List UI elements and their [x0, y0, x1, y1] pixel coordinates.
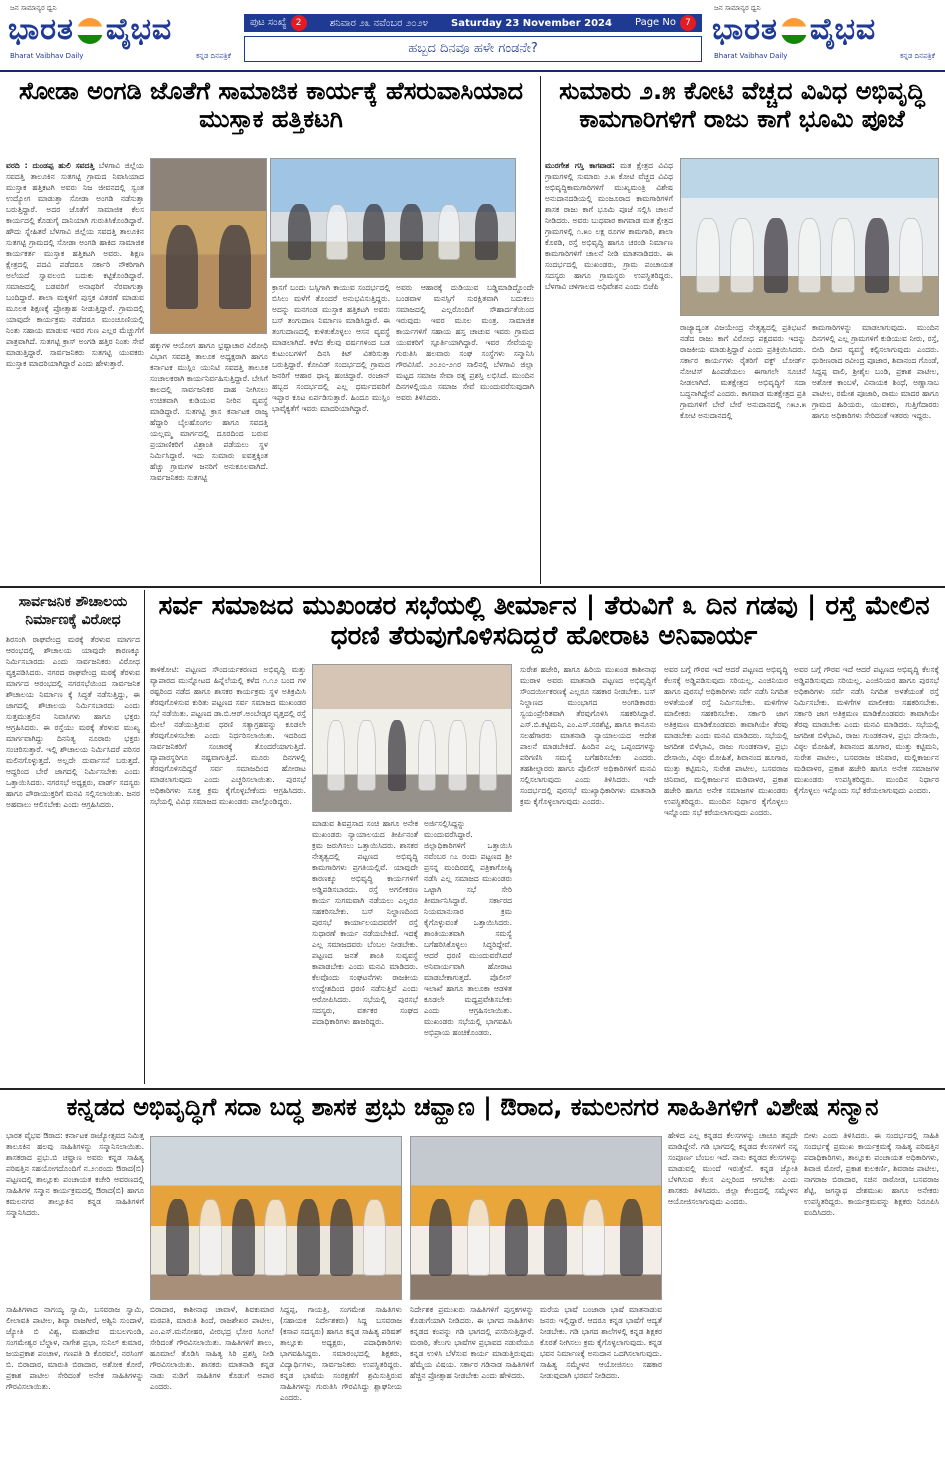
article-4-column-5: ಮರೆಯ ಭಾಷೆ ಬಂಜಾರಾ ಭಾಷೆ ಮಾತನಾಡುವ ಜನರು ಇಲ್ಲಿದ್ದಾರೆ. ಆದರೂ ಕನ್ನಡ ಭಾಷೆಗೆ ಆದ್ಯತೆ ನೀಡಬೇಕು. ಗಡಿ ಭಾಗದ ಶಾಲೆಗಳಲ್ಲಿ ಕನ್ನಡ ಶಿಕ್ಷಕರ ಕೊರತೆ ನೀಗಿಸಲು ಕ್ರಮ ಕೈಗೊಳ್ಳಲಾಗುವುದು. ಕನ್ನಡ ಭವನ ನಿರ್ಮಾಣಕ್ಕೆ ಅನುದಾನ ಒದಗಿಸಲಾಗುವುದು. ಸಾಹಿತ್ಯ ಸಮ್ಮೇಳನ ಆಯೋಜಿಸಲು ಸಹಕಾರ ನೀಡುವುದಾಗಿ ಭರವಸೆ ನೀಡಿದರು.	[540, 1305, 662, 1380]
article-3-column-6: ಅವರ ಬಗ್ಗೆ ಗೌರವ ಇದೆ ಆದರೆ ಪಟ್ಟಣದ ಅಭಿವೃದ್ಧಿ ಕೆಲಸಕ್ಕೆ ಅಡ್ಡಿಪಡಿಸುವುದು ಸರಿಯಲ್ಲ. ಎಂಜಿನಿಯರ ಹಾಗೂ ಪುರಸಭೆ ಅಧಿಕಾರಿಗಳು ಸರ್ವೆ ನಡೆಸಿ ನಿಗದಿತ ಅಳತೆಯಂತೆ ರಸ್ತೆ ನಿರ್ಮಿಸಬೇಕು. ಮಳಿಗೆಗಳ ಮಾಲೀಕರು ಸಹಕರಿಸಬೇಕು. ಸರ್ಕಾರಿ ಜಾಗ ಅತಿಕ್ರಮಣ ಮಾಡಿಕೊಂಡವರು ತಾವಾಗಿಯೇ ತೆರವು ಮಾಡಬೇಕು ಎಂದು ಮನವಿ ಮಾಡಿದರು. ಸಭೆಯಲ್ಲಿ ಜಗದೀಶ ಬಿಳೆಭಾವಿ, ರಾಜು ಗುಂಡಕನಾಳ, ಪ್ರಭು ದೇಸಾಯಿ, ವಿಠ್ಠಲ ಮೋಹಿತೆ, ಶಿವಾನಂದ ಹೂಗಾರ, ಮುತ್ತು ಕಟ್ಟಿಮನಿ, ಸುರೇಶ ಪಾಟೀಲ, ಬಸವರಾಜ ಚಿನಿವಾರ, ಮಲ್ಲಿಕಾರ್ಜುನ ಮಡಿವಾಳರ, ಪ್ರಕಾಶ ಹಜೇರಿ ಹಾಗೂ ಅನೇಕ ಸಮಾಜಗಳ ಮುಖಂಡರು ಉಪಸ್ಥಿತರಿದ್ದರು. ಮುಂದಿನ ನಿರ್ಧಾರ ಕೈಗೊಳ್ಳಲು ಇನ್ನೊಂದು ಸಭೆ ಕರೆಯಲಾಗುವುದು ಎಂದರು.	[794, 665, 939, 795]
masthead	[0, 0, 945, 72]
article-1-column-3: ಕ್ರಾಸಗೆ ಬಂದು ಬಸ್ಸಿಗಾಗಿ ಕಾಯುವ ಸಂದರ್ಭದಲ್ಲಿ ಬಿಸಿಲು ಮಳೆಗೆ ತೊಂದರೆ ಅನುಭವಿಸುತ್ತಿದ್ದರು. ಅದನ್ನು ಮನಗಂಡ ಮುಸ್ತಾಕ ಹತ್ತಿಕಟಗಿ ಅವರು ಬಸ್ ತಂಗುದಾಣ ನಿರ್ಮಾಣ ಮಾಡಿಸಿದ್ದಾರೆ. ಈ ತಂಗುದಾಣದಲ್ಲಿ ಕುಳಿತುಕೊಳ್ಳಲು ಆಸನ ವ್ಯವಸ್ಥೆ ಮಾಡಲಾಗಿದೆ. ಕಳೆದ ಕೆಲವು ವರ್ಷಗಳಿಂದ ಬಡ ಕುಟುಂಬಗಳಿಗೆ ದಿನಸಿ ಕಿಟ್ ವಿತರಿಸುತ್ತಾ ಬರುತ್ತಿದ್ದಾರೆ. ಕೋವಿಡ್ ಸಂದರ್ಭದಲ್ಲಿ ಗ್ರಾಮದ ಜನರಿಗೆ ಆಹಾರ ಧಾನ್ಯ ಹಂಚಿದ್ದಾರೆ. ರಂಜಾನ್ ಹಬ್ಬದ ಸಂದರ್ಭದಲ್ಲಿ ಎಲ್ಲ ಧರ್ಮದವರಿಗೆ ಇಫ್ತಾರ ಕೂಟ ಏರ್ಪಡಿಸುತ್ತಾರೆ. ಹಿಂದೂ ಮುಸ್ಲಿಂ ಭಾವೈಕ್ಯತೆಗೆ ಇವರು ಮಾದರಿಯಾಗಿದ್ದಾರೆ.	[272, 283, 390, 413]
issue-info-bar	[244, 14, 702, 32]
article-3-headline: ಸರ್ವ ಸಮಾಜದ ಮುಖಂಡರ ಸಭೆಯಲ್ಲಿ ತೀರ್ಮಾನ | ತೆರುವಿಗೆ ೩ ದಿನ ಗಡವು | ರಸ್ತೆ ಮೇಲಿನ ಧರಣಿ ತೆರುವುಗೊಳಿಸದಿದ್ದರೆ ಹೋರಾಟ ಅನಿವಾರ್ಯ	[158, 591, 930, 651]
brand-logo-left	[4, 4, 239, 70]
section-divider	[0, 1088, 945, 1090]
article-4-photo-felicitation-1	[150, 1136, 402, 1300]
section-divider	[0, 586, 945, 588]
article-4-column-intro: ಭಾರತ ವೈಭವ ಔರಾದ: ಕರ್ನಾಟಕ ರಾಜ್ಯೋತ್ಸವದ ನಿಮಿತ್ತ ತಾಲೂಕಿನ ಹಲವು ಸಾಹಿತಿಗಳನ್ನು ಸನ್ಮಾನಿಸಲಾಯಿತು. ಶಾಸಕರಾದ ಪ್ರಭು.ಬಿ ಚವ್ಹಾಣ ಅವರು ಕನ್ನಡ ಸಾಹಿತ್ಯ ಪರಿಷತ್ತಿನ ಸಹಯೋಗದೊಂದಿಗೆ ನ.೨೧ರಂದು ಔರಾದ(ಬಿ) ಪಟ್ಟಣದಲ್ಲಿ ತಾಲ್ಲೂಕು ಪಂಚಾಯತ ಕಚೇರಿ ಆವರಣದಲ್ಲಿ ಸಾಹಿತಿಗಳ ಸನ್ಮಾನ ಕಾರ್ಯಕ್ರಮದಲ್ಲಿ ಔರಾದ(ಬಿ) ಹಾಗೂ ಕಮಲನಗರ ತಾಲ್ಲೂಕಿನ ಕನ್ನಡ ಸಾಹಿತಿಗಳಿಗೆ ಸನ್ಮಾನಿಸಿದರು.	[6, 1131, 144, 1217]
article-3-column-2: ಮಾಡುವ ಶಿವಪ್ರಸಾದ ಸಂಚಿ ಹಾಗೂ ಅನೇಕ ಮುಖಂಡರು ನ್ಯಾಯಾಲಯದ ತೀರ್ಪಿನಂತೆ ಕ್ರಮ ಜರುಗಿಸಲು ಒತ್ತಾಯಿಸಿದರು. ಶಾಸಕರ ನೇತೃತ್ವದಲ್ಲಿ ಪಟ್ಟಣದ ಅಭಿವೃದ್ಧಿ ಕಾಮಗಾರಿಗಳು ಪ್ರಗತಿಯಲ್ಲಿವೆ. ಯಾವುದೇ ಕಾರಣಕ್ಕೂ ಅಭಿವೃದ್ಧಿ ಕಾರ್ಯಗಳಿಗೆ ಅಡ್ಡಿಪಡಿಸಬಾರದು. ರಸ್ತೆ ಅಗಲೀಕರಣ ಕಾರ್ಯ ಸುಗಮವಾಗಿ ನಡೆಯಲು ಎಲ್ಲರೂ ಸಹಕರಿಸಬೇಕು. ಬಸ್ ನಿಲ್ದಾಣದಿಂದ ಪುರಸಭೆ ಕಾರ್ಯಾಲಯದವರೆಗೆ ರಸ್ತೆ ಸುಧಾರಣೆ ಕಾರ್ಯ ನಡೆಯಬೇಕಿದೆ. ಇದಕ್ಕೆ ಎಲ್ಲ ಸಮಾಜದವರು ಬೆಂಬಲ ನೀಡಬೇಕು. ಪಟ್ಟಣದ ಜನತೆ ಶಾಂತಿ ಸುವ್ಯವಸ್ಥೆ ಕಾಪಾಡಬೇಕು ಎಂದು ಮನವಿ ಮಾಡಿದರು. ಕೆಲವೊಂದು ಸಂಘಟನೆಗಳು ರಾಜಕೀಯ ಉದ್ದೇಶದಿಂದ ಧರಣಿ ನಡೆಸುತ್ತಿವೆ ಎಂದು ಆರೋಪಿಸಿದರು. ಸಭೆಯಲ್ಲಿ ಪುರಸಭೆ ಸದಸ್ಯರು, ವರ್ತಕರ ಸಂಘದ ಪದಾಧಿಕಾರಿಗಳು ಹಾಜರಿದ್ದರು.	[312, 819, 418, 1026]
brand-tag: ಜನ ಸಾಮಾನ್ಯರ ಧ್ವನಿ	[714, 4, 761, 12]
brand-name-a: ಭಾರತ	[712, 12, 778, 47]
brand-logo-right	[708, 4, 943, 70]
article-3-photo-meeting	[312, 664, 512, 812]
column-divider	[540, 76, 541, 584]
article-4-column-1: ಸಾಹಿತಿಗಳಾದ ನಾಗಯ್ಯ ಸ್ವಾಮಿ, ಬಸವರಾಜ ಸ್ವಾಮಿ, ಲೀಲಾವತಿ ಪಾಟೀಲ, ಶಿವ್ಯಾ ರಾಜಗೀರೆ, ಅಶ್ವಿನಿ ಸುಂದಾಳೆ, ಜ್ಯೋತಿ ಬಿ ವಿಶ್ವ, ಮಹಾದೇವ ದುಬಲಗುಂಡಿ, ಸಂಗಮೇಶ್ವರ ಬೆಲ್ದಾಳ, ನಾಗೇಶ ಪ್ರಭಾ, ಸುನಿಲ್ ಕುಮಾರ, ಜಯಪ್ರಕಾಶ ಪಂಚಾಳ, ಗಣಪತಿ ಡಿ ಕೊರವಲೆ, ನರಸಿಂಗ್ ಬಿ. ಬಿರಾದಾರ, ಮಾರುತಿ ಬಿರಾದಾರ, ಅಶೋಕ ಕೋರೆ, ಪ್ರಕಾಶ ಪಾಟೀಲ ಸೇರಿದಂತೆ ಅನೇಕ ಸಾಹಿತಿಗಳನ್ನು ಗೌರವಿಸಲಾಯಿತು.	[6, 1305, 144, 1391]
article-4-column-6: ಹೇಳಿದ ಎಲ್ಲ ಕನ್ನಡದ ಕೆಲಸಗಳನ್ನು ಚಾಚೂ ತಪ್ಪದೇ ಮಾಡಿದ್ದೇನೆ. ಗಡಿ ಭಾಗದಲ್ಲಿ ಕನ್ನಡದ ಕೆಲಸಗಳಿಗೆ ನನ್ನ ಸಂಪೂರ್ಣ ಬೆಂಬಲ ಇದೆ. ನಾನು ಕನ್ನಡದ ಕೆಲಸಗಳನ್ನು ಮಾಡುವಲ್ಲಿ ಮುಂದೆ ಇರುತ್ತೇನೆ. ಕನ್ನಡ ಜ್ಯೋತಿ ಬೆಳಗಿಸುವ ಕೆಲಸ ಎಲ್ಲರಿಂದ ಆಗಬೇಕು ಎಂದು ಶಾಸಕರು ತಿಳಿಸಿದರು. ಜಿಲ್ಲಾ ಕೇಂದ್ರದಲ್ಲಿ ಸಮ್ಮೇಳನ ಆಯೋಜಿಸಲಾಗುವುದು ಎಂದರು.	[668, 1131, 798, 1206]
article-1-photo-portrait	[150, 158, 267, 334]
brand-subtitle-kn: ಕನ್ನಡ ದಿನಪತ್ರಿಕೆ	[195, 52, 231, 60]
article-3-column-1: ತಾಳಿಕೋಟಿ: ಪಟ್ಟಣದ ಸೌಂದರ್ಯಕರಣದ ಅಭಿವೃದ್ಧಿ ಮತ್ತು ವ್ಯಾಪಾರದ ಮುನ್ನೋಟದ ಹಿನ್ನೆಲೆಯಲ್ಲಿ ಕಳೆದ ೧.೧೨ ಬಂದ ಗಳ ರಷ್ಟರಿಂದ ನಡೆದ ಹಾಗೂ ಶಾಸಕರ ಕಾರ್ಯಕ್ರಮ ಸ್ಥಳ ಅತಿಕ್ರಮಿಸಿ ತೆರವುಗೊಳಿಸುವ ಕುರಿತು ಪಟ್ಟಣದ ಸರ್ವ ಸಮಾಜದ ಮುಖಂಡರ ಸಭೆ ನಡೆಯಿತು. ಪಟ್ಟಣದ ಡಾ.ಬಿ.ಆರ್.ಅಂಬೇಡ್ಕರ ವೃತ್ತದಲ್ಲಿ ರಸ್ತೆ ಮೇಲೆ ನಡೆಯುತ್ತಿರುವ ಧರಣಿ ಸತ್ಯಾಗ್ರಹವನ್ನು ಕೂಡಲೇ ತೆರವುಗೊಳಿಸಬೇಕು ಎಂದು ನಿರ್ಧರಿಸಲಾಯಿತು. ಇದರಿಂದ ಸಾರ್ವಜನಿಕರಿಗೆ ಸಂಚಾರಕ್ಕೆ ತೊಂದರೆಯಾಗುತ್ತಿದೆ. ವ್ಯಾಪಾರಸ್ಥರಿಗೂ ನಷ್ಟವಾಗುತ್ತಿದೆ. ಮೂರು ದಿನಗಳಲ್ಲಿ ತೆರವುಗೊಳಿಸದಿದ್ದರೆ ಸರ್ವ ಸಮಾಜದಿಂದ ಹೋರಾಟ ಮಾಡಲಾಗುವುದು ಎಂದು ಎಚ್ಚರಿಸಲಾಯಿತು. ಪುರಸಭೆ ಅಧಿಕಾರಿಗಳು ಸೂಕ್ತ ಕ್ರಮ ಕೈಗೊಳ್ಳಬೇಕೆಂದು ಆಗ್ರಹಿಸಿದರು. ಸಭೆಯಲ್ಲಿ ವಿವಿಧ ಸಮಾಜದ ಮುಖಂಡರು ಪಾಲ್ಗೊಂಡಿದ್ದರು.	[150, 665, 306, 806]
brand-subtitle-en: Bharat Vaibhav Daily	[10, 52, 84, 60]
article-1-headline: ಸೋಡಾ ಅಂಗಡಿ ಜೊತೆಗೆ ಸಾಮಾಜಿಕ ಕಾರ್ಯಕ್ಕೆ ಹೆಸರುವಾಸಿಯಾದ ಮುಸ್ತಾಕ ಹತ್ತಿಕಟಗಿ	[19, 77, 523, 133]
article-1-column-2: ಹಕ್ಕುಗಳ ಆಯೋಗ ಹಾಗೂ ಭ್ರಷ್ಟಾಚಾರ ವಿರೋಧಿ ವಿಭಾಗ ಸವದತ್ತಿ ತಾಲೂಕ ಅಧ್ಯಕ್ಷರಾಗಿ ಹಾಗೂ ಕರ್ನಾಟಕ ಮುಸ್ಲಿಂ ಯುನಿಟಿ ಸವದತ್ತಿ ತಾಲೂಕ ಸಂಚಾಲಕರಾಗಿ ಕಾರ್ಯನಿರ್ವಹಿಸುತ್ತಿದ್ದಾರೆ. ಬೇಸಿಗೆ ಕಾಲದಲ್ಲಿ ಸಾರ್ವಜನಿಕರ ದಾಹ ನೀಗಿಸಲು ಉಚಿತವಾಗಿ ಕುಡಿಯುವ ನೀರಿನ ವ್ಯವಸ್ಥೆ ಮಾಡಿದ್ದಾರೆ. ಸುತಗಟ್ಟಿ ಕ್ರಾಸ ಕರ್ನಾಟಕ ರಾಜ್ಯ ಹೆದ್ದಾರಿ ಬೈಲಹೊಂಗಲ ಹಾಗೂ ಸವದತ್ತಿ ಯಲ್ಲಮ್ಮ ಮಾರ್ಗದಲ್ಲಿ ದೂರದಿಂದ ಬರುವ ಪ್ರಯಾಣಿಕರಿಗೆ ವಿಶ್ರಾಂತಿ ಪಡೆಯಲು ಸ್ಥಳ ನಿರ್ಮಿಸಿದ್ದಾರೆ. ಇದು ಸುಮಾರು ಐವತ್ತಕ್ಕಿಂತ ಹೆಚ್ಚು ಗ್ರಾಮಗಳ ಜನರಿಗೆ ಅನುಕೂಲವಾಗಿದೆ. ಸಾರ್ವಜನಿಕರು ಸುತಗಟ್ಟಿ	[150, 341, 268, 482]
article-1-column-4: ಅವರು ಆಹಾರಕ್ಕೆ ದುಡಿಯುವ ಬಡ್ಡಿಮಾಡಿದ್ದೊಂದೇ ಬಂಡವಾಳ ಮನಸ್ಸಿಗೆ ಸುರಕ್ಷಿತವಾಗಿ ಬದುಕಲು ಸಮಾಜದಲ್ಲಿ ಎಲ್ಲರೊಂದಿಗೆ ಸೌಹಾರ್ದತೆಯಿಂದ ಇರುವುದು ಇವರ ಮೂಲ ಮಂತ್ರ. ಸಾಮಾಜಿಕ ಕಾರ್ಯಗಳಿಗೆ ಸಹಾಯ ಹಸ್ತ ಚಾಚುವ ಇವರು ಗ್ರಾಮದ ಯುವಕರಿಗೆ ಸ್ಪೂರ್ತಿಯಾಗಿದ್ದಾರೆ. ಇವರ ಸೇವೆಯನ್ನು ಗುರುತಿಸಿ ಹಲವಾರು ಸಂಘ ಸಂಸ್ಥೆಗಳು ಸನ್ಮಾನಿಸಿ ಗೌರವಿಸಿವೆ. ೨೦೨೦-೨೧ರ ಸಾಲಿನಲ್ಲಿ ಬೆಳಗಾವಿ ಜಿಲ್ಲಾ ಮಟ್ಟದ ಸಮಾಜ ಸೇವಾ ರತ್ನ ಪ್ರಶಸ್ತಿ ಲಭಿಸಿದೆ. ಮುಂದಿನ ದಿನಗಳಲ್ಲಿಯೂ ಸಮಾಜ ಸೇವೆ ಮುಂದುವರೆಸುವುದಾಗಿ ಅವರು ತಿಳಿಸಿದರು.	[396, 283, 534, 402]
article-1-photo-bus-shelter	[270, 158, 516, 278]
article-4-column-3: ಸಿದ್ದಪ್ಪ, ಗಾಯತ್ರಿ, ಸಂಗಮೇಶ ಸಾಹಿತಿಗಳು (ಸಹಾಯಕ ನಿರ್ದೇಶಕರು) ಸಿದ್ದ ಬಸವರಾಜ (ಕಸಾಪ ಸದಸ್ಯರು) ಹಾಗೂ ಕನ್ನಡ ಸಾಹಿತ್ಯ ಪರಿಷತ್ ತಾಲ್ಲೂಕು ಅಧ್ಯಕ್ಷರು, ಪದಾಧಿಕಾರಿಗಳು ಭಾಗವಹಿಸಿದ್ದರು. ಸಮಾರಂಭದಲ್ಲಿ ಶಿಕ್ಷಕರು, ವಿದ್ಯಾರ್ಥಿಗಳು, ಸಾರ್ವಜನಿಕರು ಉಪಸ್ಥಿತರಿದ್ದರು. ಕನ್ನಡ ಭಾಷೆಯ ಸಂರಕ್ಷಣೆಗೆ ಶ್ರಮಿಸುತ್ತಿರುವ ಸಾಹಿತಿಗಳನ್ನು ಗುರುತಿಸಿ ಗೌರವಿಸಿದ್ದು ಶ್ಲಾಘನೀಯ ಎಂದರು.	[280, 1305, 402, 1402]
brand-subtitle-en: Bharat Vaibhav Daily	[714, 52, 788, 60]
article-1-byline: ವರದಿ : ದುಂಡಪ್ಪ ಹುಲಿ ಸವದತ್ತಿ	[6, 161, 95, 170]
page-number: Page No 7	[635, 15, 696, 31]
brand-name	[8, 12, 172, 47]
brand-name	[712, 12, 876, 47]
article-3-column-4: ಸುರೇಶ ಹಜೇರಿ, ಹಾಗೂ ಹಿರಿಯ ಮುಖಂಡ ಕಾಶೀನಾಥ ಮುರಾಳ ಅವರು ಮಾತನಾಡಿ ಪಟ್ಟಣದ ಅಭಿವೃದ್ಧಿಗೆ ಸೌಂದರ್ಯೀಕರಣಕ್ಕೆ ಎಲ್ಲರೂ ಸಹಕಾರ ನೀಡಬೇಕು. ಬಸ್ ನಿಲ್ದಾಣದ ಮುಂಭಾಗದ ಅಂಗಡಿಕಾರರು ಸ್ವಯಂಪ್ರೇರಿತವಾಗಿ ತೆರವುಗೊಳಿಸಿ ಸಹಕರಿಸಿದ್ದಾರೆ. ಎಸ್.ಬಿ.ಕಟ್ಟಿಮನಿ, ಎಂ.ಎಸ್.ಸರಶೆಟ್ಟಿ, ಹಾಗೂ ಕಾನೂನು ಸಲಹೆಗಾರರು ಮಾತನಾಡಿ ನ್ಯಾಯಾಲಯದ ಆದೇಶ ಪಾಲನೆ ಮಾಡಬೇಕಿದೆ. ಹಿಂದಿನ ಎಲ್ಲ ಒಪ್ಪಂದಗಳನ್ನು ಪರಿಗಣಿಸಿ ಸಮಸ್ಯೆ ಬಗೆಹರಿಸಬೇಕು ಎಂದರು. ತಹಶೀಲ್ದಾರರು ಹಾಗೂ ಪೊಲೀಸ್ ಅಧಿಕಾರಿಗಳಿಗೆ ಮನವಿ ಸಲ್ಲಿಸಲಾಗುವುದು ಎಂದು ತಿಳಿಸಿದರು. ಇದೇ ಸಂದರ್ಭದಲ್ಲಿ ಪುರಸಭೆ ಮುಖ್ಯಾಧಿಕಾರಿಗಳು ಮಾತನಾಡಿ ಕ್ರಮ ಕೈಗೊಳ್ಳಲಾಗುವುದು ಎಂದರು.	[520, 665, 656, 806]
article-2-column-2: ರಾಜ್ಯಾದ್ಯಂತ ವಿಜಯೇಂದ್ರ ನೇತೃತ್ವದಲ್ಲಿ ಪ್ರತಿಭಟನೆ ನಡೆದ ರಾಜು ಕಾಗೆ ವಿರೋಧ ಪಕ್ಷದವರು ಇದನ್ನು ರಾಜಕೀಯ ಮಾಡುತ್ತಿದ್ದಾರೆ ಎಂದು ಪ್ರತಿಕ್ರಿಯಿಸಿದರು. ಸರ್ಕಾರ ಕಾರ್ಯಗಳು ರೈತರಿಗೆ ವಕ್ಫ್ ಬೋರ್ಡ್ ನೋಟಿಸ್ ಹಿಂಪಡೆಯಲು ಈಗಾಗಲೇ ಸೂಚನೆ ನೀಡಲಾಗಿದೆ. ಮತಕ್ಷೇತ್ರದ ಅಭಿವೃದ್ಧಿಗೆ ಸದಾ ಬದ್ಧನಾಗಿದ್ದೇನೆ ಎಂದರು. ಕಾಗವಾಡ ಮತಕ್ಷೇತ್ರದ ಪ್ರತಿ ಗ್ರಾಮಗಳಿಗೆ ಬೇರೆ ಬೇರೆ ಅನುದಾನದಲ್ಲಿ ೧೫೨.೫ ಕೋಟಿ ಅನುದಾನದಲ್ಲಿ	[680, 323, 806, 420]
article-4-photo-felicitation-2	[410, 1136, 662, 1300]
side-story-column: ಶಿರಸಂಗಿ ರಾಘವೇಂದ್ರ ಮಠಕ್ಕೆ ತೆರಳುವ ಮಾರ್ಗದ ಆರಂಭದಲ್ಲಿ ಶೌಚಾಲಯ ಯಾವುದೇ ಕಾರಣಕ್ಕೂ ನಿರ್ಮಿಸಬಾರದು ಎಂದು ಸಾರ್ವಜನಿಕರು ವಿರೋಧ ವ್ಯಕ್ತಪಡಿಸಿದರು. ನಗರದ ರಾಘವೇಂದ್ರ ಮಠಕ್ಕೆ ತೆರಳುವ ಮಾರ್ಗದ ಆರಂಭದಲ್ಲಿ ನಗರಸಭೆಯಿಂದ ಸಾರ್ವಜನಿಕ ಶೌಚಾಲಯ ನಿರ್ಮಾಣ ಕ್ಕೆ ಸಿದ್ಧತೆ ನಡೆಸುತ್ತಿದ್ದು, ಈ ಜಾಗದಲ್ಲಿ ಶೌಚಾಲಯ ನಿರ್ಮಿಸಬಾರದು ಎಂದು ಸುತ್ತಮುತ್ತಲಿನ ನಿವಾಸಿಗಳು ಹಾಗೂ ಭಕ್ತರು ಆಗ್ರಹಿಸಿದರು. ಈ ರಸ್ತೆಯು ಮಠಕ್ಕೆ ತೆರಳುವ ಮುಖ್ಯ ಮಾರ್ಗವಾಗಿದ್ದು ದಿನನಿತ್ಯ ನೂರಾರು ಭಕ್ತರು ಸಂಚರಿಸುತ್ತಾರೆ. ಇಲ್ಲಿ ಶೌಚಾಲಯ ನಿರ್ಮಿಸಿದರೆ ಪರಿಸರ ಮಲಿನಗೊಳ್ಳುತ್ತದೆ. ಅಲ್ಲದೇ ದುರ್ವಾಸನೆ ಬರುತ್ತದೆ. ಆದ್ದರಿಂದ ಬೇರೆ ಜಾಗದಲ್ಲಿ ನಿರ್ಮಿಸಬೇಕು ಎಂದು ಒತ್ತಾಯಿಸಿದರು. ನಗರಸಭೆ ಅಧ್ಯಕ್ಷರು, ವಾರ್ಡ್ ಸದಸ್ಯರು ಹಾಗೂ ಪೌರಾಯುಕ್ತರಿಗೆ ಮನವಿ ಸಲ್ಲಿಸಲಾಯಿತು. ಜನರ ಅಹವಾಲು ಆಲಿಸಬೇಕು ಎಂದು ಆಗ್ರಹಿಸಿದರು.	[6, 635, 140, 809]
brand-tag: ಜನ ಸಾಮಾನ್ಯರ ಧ್ವನಿ	[10, 4, 57, 12]
article-4-column-4: ನಿರ್ದೇಶಕ ಪ್ರಮುಖರು ಸಾಹಿತಿಗಳಿಗೆ ಪುಸ್ತಕಗಳನ್ನು ಕೊಡುಗೆಯಾಗಿ ನೀಡಿದರು. ಈ ಭಾಗದ ಸಾಹಿತಿಗಳು ಕನ್ನಡದ ಕಂಪನ್ನು ಗಡಿ ಭಾಗದಲ್ಲಿ ಪಸರಿಸುತ್ತಿದ್ದಾರೆ. ಮರಾಠಿ, ತೆಲುಗು ಭಾಷೆಗಳ ಪ್ರಭಾವದ ನಡುವೆಯೂ ಕನ್ನಡ ಉಳಿಸಿ ಬೆಳೆಸುವ ಕಾರ್ಯ ಮಾಡುತ್ತಿರುವುದು ಹೆಮ್ಮೆಯ ವಿಷಯ. ಸರ್ಕಾರ ಗಡಿನಾಡ ಸಾಹಿತಿಗಳಿಗೆ ಹೆಚ್ಚಿನ ಪ್ರೋತ್ಸಾಹ ನೀಡಬೇಕು ಎಂದು ಹೇಳಿದರು.	[410, 1305, 534, 1380]
article-2-column-3: ಕಾಮಗಾರಿಗಳನ್ನು ಮಾಡಲಾಗುವುದು. ಮುಂದಿನ ದಿನಗಳಲ್ಲಿ ಎಲ್ಲ ಗ್ರಾಮಗಳಿಗೆ ಕುಡಿಯುವ ನೀರು, ರಸ್ತೆ, ಬೀದಿ ದೀಪ ವ್ಯವಸ್ಥೆ ಕಲ್ಪಿಸಲಾಗುವುದು ಎಂದರು. ಧುರೀಣರಾದ ರವೀಂದ್ರ ಪೂಜಾರ, ಶಿವಾನಂದ ಗೊಂಡೆ, ಸಿದ್ದಪ್ಪ ವಾಲಿ, ಶ್ರೀಶೈಲ ಬಂಡಿ, ಪ್ರಕಾಶ ಪಾಟೀಲ, ಅಶೋಕ ಕಾಂಬಳೆ, ವಿನಾಯಕ ಶಿಂಧೆ, ಅಣ್ಣಾಸಾಬ ಪಾಟೀಲ, ರಮೇಶ ಪೂಜಾರಿ, ರಾಮು ಮಾದರ ಹಾಗೂ ಗ್ರಾಮದ ಹಿರಿಯರು, ಯುವಕರು, ಗುತ್ತಿಗೆದಾರರು ಹಾಗೂ ಅಧಿಕಾರಿಗಳು ಸೇರಿದಂತೆ ಇತರರು ಇದ್ದರು.	[812, 323, 939, 420]
issue-number: ಪುಟ ಸಂಖ್ಯೆ 2	[250, 15, 307, 31]
article-1-column-1: ವರದಿ : ದುಂಡಪ್ಪ ಹುಲಿ ಸವದತ್ತಿ ಬೆಳಗಾವಿ ಜಿಲ್ಲೆಯ ಸವದತ್ತಿ ತಾಲೂಕಿನ ಸುತಗಟ್ಟಿ ಗ್ರಾಮದ ನಿವಾಸಿಯಾದ ಮುಸ್ತಾಕ ಹತ್ತಿಕಟಗಿ ಅವರು ನಿಜ ಜೀವನದಲ್ಲಿ ಸ್ವಂತ ಉದ್ಯೋಗ ಮಾಡುತ್ತಾ ಸೋಡಾ ಅಂಗಡಿ ನಡೆಸುತ್ತಾ ಬರುತ್ತಿದ್ದಾರೆ. ಅದರ ಜೊತೆಗೆ ಸಾಮಾಜಿಕ ಕೆಲಸ ಕಾರ್ಯದಲ್ಲಿ ಕೊಡುಗೈ ದಾನಿಯಾಗಿ ಗುರುತಿಸಿಕೊಂಡಿದ್ದಾರೆ. ಹೌದು ಸ್ನೇಹಿತರೆ ಬೆಳಗಾವಿ ಜಿಲ್ಲೆಯ ಸವದತ್ತಿ ತಾಲೂಕಿನ ಸುತಗಟ್ಟಿ ಗ್ರಾಮದಲ್ಲಿ ಸೋಡಾ ಅಂಗಡಿ ಹಾಕಿದ ಸಾಮಾಜಿಕ ಕಾರ್ಯಕರ್ತ ಮುಸ್ತಾಕ ಹತ್ತಿಕಟಗಿ ಅವರು. ಶಿಕ್ಷಣ ಕ್ಷೇತ್ರದಲ್ಲಿ ಪದವಿ ಪಡೆದರೂ ಸರ್ಕಾರಿ ನೌಕರಿಗಾಗಿ ಅಲೆಯದೆ ಸ್ವಾವಲಂಬಿ ಬದುಕು ಕಟ್ಟಿಕೊಂಡಿದ್ದಾರೆ. ಸಮಾಜದಲ್ಲಿ ಬಡವರಿಗೆ ಅನಾಥರಿಗೆ ನೆರವಾಗುತ್ತಾ ಬಂದಿದ್ದಾರೆ. ಶಾಲಾ ಮಕ್ಕಳಿಗೆ ಪುಸ್ತಕ ವಿತರಣೆ ಮಾಡುವ ಮೂಲಕ ಶಿಕ್ಷಣಕ್ಕೆ ಪ್ರೋತ್ಸಾಹ ನೀಡುತ್ತಿದ್ದಾರೆ. ಗ್ರಾಮದಲ್ಲಿ ಯಾವುದೇ ಕಾರ್ಯಕ್ರಮ ನಡೆದರೂ ಮುಂಚೂಣಿಯಲ್ಲಿ ನಿಂತು ಸಹಾಯ ಮಾಡುವ ಇವರ ಗುಣ ಎಲ್ಲರ ಮೆಚ್ಚುಗೆಗೆ ಪಾತ್ರವಾಗಿದೆ. ಸುತಗಟ್ಟಿ ಕ್ರಾಸ್ ಅಂಗಡಿ ಹತ್ತಿರ ನಿಂತು ಸೇವೆ ಮಾಡುತ್ತಿದ್ದಾರೆ. ಸಾರ್ವಜನಿಕರು ಸುತಗಟ್ಟಿ ಯುವಕರು ಮುಸ್ತಾಕ ಮಾದರಿಯಾಗಿದ್ದಾರೆ ಎಂದು ಹೇಳುತ್ತಾರೆ.	[6, 161, 144, 368]
article-2-headline: ಸುಮಾರು ೨.೫ ಕೋಟಿ ವೆಚ್ಚದ ವಿವಿಧ ಅಭಿವೃದ್ಧಿ ಕಾಮಗಾರಿಗಳಿಗೆ ರಾಜು ಕಾಗೆ ಭೂಮಿ ಪೂಜೆ	[559, 77, 925, 133]
article-4-column-2: ಬಿರಾದಾರ, ಕಾಶೀನಾಥ ಚಾವಾಳೆ, ಶಿವಕುಮಾರ ಮಠಪತಿ, ಮಾರುತಿ ಶಿಂದೆ, ರಾಜಶೇಖರ ಪಾಟೀಲ, ಎಂ.ಎಸ್.ಮನೋಹರ, ವೀರಭದ್ರ ಭೋರ ಸಿಂಗಲೆ ಸೇರಿದಂತೆ ಗೌರವಿಸಲಾಯಿತು. ಸಾಹಿತಿಗಳಿಗೆ ಶಾಲು, ಹೂಮಾಲೆ ತೊಡಿಸಿ ಸಾಹಿತ್ಯ ಸಿರಿ ಪ್ರಶಸ್ತಿ ನೀಡಿ ಗೌರವಿಸಲಾಯಿತು. ಶಾಸಕರು ಮಾತನಾಡಿ ಕನ್ನಡ ನಾಡು ನುಡಿಗೆ ಸಾಹಿತಿಗಳ ಕೊಡುಗೆ ಅಪಾರ ಎಂದರು.	[150, 1305, 274, 1391]
article-3-column-5: ಅವರ ಬಗ್ಗೆ ಗೌರವ ಇದೆ ಆದರೆ ಪಟ್ಟಣದ ಅಭಿವೃದ್ಧಿ ಕೆಲಸಕ್ಕೆ ಅಡ್ಡಿಪಡಿಸುವುದು ಸರಿಯಲ್ಲ. ಎಂಜಿನಿಯರ ಹಾಗೂ ಪುರಸಭೆ ಅಧಿಕಾರಿಗಳು ಸರ್ವೆ ನಡೆಸಿ ನಿಗದಿತ ಅಳತೆಯಂತೆ ರಸ್ತೆ ನಿರ್ಮಿಸಬೇಕು. ಮಳಿಗೆಗಳ ಮಾಲೀಕರು ಸಹಕರಿಸಬೇಕು. ಸರ್ಕಾರಿ ಜಾಗ ಅತಿಕ್ರಮಣ ಮಾಡಿಕೊಂಡವರು ತಾವಾಗಿಯೇ ತೆರವು ಮಾಡಬೇಕು ಎಂದು ಮನವಿ ಮಾಡಿದರು. ಸಭೆಯಲ್ಲಿ ಜಗದೀಶ ಬಿಳೆಭಾವಿ, ರಾಜು ಗುಂಡಕನಾಳ, ಪ್ರಭು ದೇಸಾಯಿ, ವಿಠ್ಠಲ ಮೋಹಿತೆ, ಶಿವಾನಂದ ಹೂಗಾರ, ಮುತ್ತು ಕಟ್ಟಿಮನಿ, ಸುರೇಶ ಪಾಟೀಲ, ಬಸವರಾಜ ಚಿನಿವಾರ, ಮಲ್ಲಿಕಾರ್ಜುನ ಮಡಿವಾಳರ, ಪ್ರಕಾಶ ಹಜೇರಿ ಹಾಗೂ ಅನೇಕ ಸಮಾಜಗಳ ಮುಖಂಡರು ಉಪಸ್ಥಿತರಿದ್ದರು. ಮುಂದಿನ ನಿರ್ಧಾರ ಕೈಗೊಳ್ಳಲು ಇನ್ನೊಂದು ಸಭೆ ಕರೆಯಲಾಗುವುದು ಎಂದರು.	[664, 665, 788, 817]
brand-name-b: ವೈಭವ	[105, 12, 173, 47]
article-4-column-7: ಬೀಳು ಎಂದು ತಿಳಿಸಿದರು. ಈ ಸಂದರ್ಭದಲ್ಲಿ ಸಾಹಿತಿ ಸಂದರ್ಭಕ್ಕೆ ಪ್ರಮುಖ ಕಾರ್ಯಕ್ರಮಕ್ಕೆ ಸಾಹಿತ್ಯ ಪರಿಷತ್ತಿನ ಪದಾಧಿಕಾರಿಗಳು, ತಾಲ್ಲೂಕು ಪಂಚಾಯತ ಅಧಿಕಾರಿಗಳು, ಶಿವಾಜಿ ಮೋರೆ, ಪ್ರಕಾಶ ಕುಲಕರ್ಣಿ, ಶಿವರಾಜ ಪಾಟೀಲ, ನಾಗರಾಜ ಬಿರಾದಾರ, ಸಚಿನ ರಾಠೋಡ, ಬಸವರಾಜ ಶೆಟ್ಟಿ, ಜಗನ್ನಾಥ ದೇಶಮುಖ ಹಾಗೂ ಅನೇಕರು ಉಪಸ್ಥಿತರಿದ್ದರು. ಕಾರ್ಯಕ್ರಮವನ್ನು ಶಿಕ್ಷಕರು ನಿರೂಪಿಸಿ ವಂದಿಸಿದರು.	[804, 1131, 939, 1217]
flag-emblem-icon	[781, 18, 807, 44]
column-divider	[144, 590, 145, 1084]
article-4-headline: ಕನ್ನಡದ ಅಭಿವೃದ್ಧಿಗೆ ಸದಾ ಬದ್ಧ ಶಾಸಕ ಪ್ರಭು ಚವ್ಹಾಣ | ಔರಾದ, ಕಮಲನಗರ ಸಾಹಿತಿಗಳಿಗೆ ವಿಶೇಷ ಸನ್ಮಾನ	[66, 1093, 879, 1121]
date-english: Saturday 23 November 2024	[451, 17, 612, 29]
article-2-photo-bhoomi-pooja	[680, 158, 939, 316]
flag-emblem-icon	[77, 18, 103, 44]
brand-name-b: ವೈಭವ	[809, 12, 877, 47]
tagline: ಹಬ್ಬದ ದಿನವೂ ಹಳೇ ಗಂಡನೇ?	[244, 36, 702, 62]
date-kannada: ಶನಿವಾರ ೨೩ ನವೆಂಬರ ೨೦೨೪	[329, 17, 428, 29]
brand-subtitle-kn: ಕನ್ನಡ ದಿನಪತ್ರಿಕೆ	[899, 52, 935, 60]
side-story-headline: ಸಾರ್ವಜನಿಕ ಶೌಚಾಲಯ ನಿರ್ಮಾಣಕ್ಕೆ ವಿರೋಧ	[18, 594, 128, 628]
article-2-column-1: ಮುರಗೇಶ ಗಸ್ತಿ ಕಾಗವಾಡ: ಮತ ಕ್ಷೇತ್ರದ ವಿವಿಧ ಗ್ರಾಮಗಳಲ್ಲಿ ಸುಮಾರು ೨.೫ ಕೋಟಿ ವೆಚ್ಚದ ವಿವಿಧ ಅಭಿವೃದ್ಧಿಕಾಮಗಾರಿಗಳಿಗೆ ಮುಖ್ಯಮಂತ್ರಿ ವಿಶೇಷ ಅನುದಾನದಡಿಯಲ್ಲಿ ಮಂಜೂರಾದ ಕಾಮಗಾರಿಗಳಿಗೆ ಶಾಸಕ ರಾಜು ಕಾಗೆ ಭೂಮಿ ಪೂಜೆ ಸಲ್ಲಿಸಿ ಚಾಲನೆ ನೀಡಿದರು. ಅವರು ಬುಧವಾರ ಕಾಗವಾಡ ಮತ ಕ್ಷೇತ್ರದ ಗ್ರಾಮಗಳಲ್ಲಿ ೧.೫೦ ಲಕ್ಷ ರೂಗಳ ಕಾಮಗಾರಿ, ಶಾಲಾ ಕೊಠಡಿ, ರಸ್ತೆ ಅಭಿವೃದ್ಧಿ ಹಾಗೂ ಚರಂಡಿ ನಿರ್ಮಾಣ ಕಾಮಗಾರಿಗಳಿಗೆ ಚಾಲನೆ ನೀಡಿ ಮಾತನಾಡಿದರು. ಈ ಸಂದರ್ಭದಲ್ಲಿ ಮುಖಂಡರು, ಗ್ರಾಮ ಪಂಚಾಯತ ಸದಸ್ಯರು ಹಾಗೂ ಗ್ರಾಮಸ್ಥರು ಉಪಸ್ಥಿತರಿದ್ದರು. ಬೆಳಗಾವಿ ಚಳಿಗಾಲದ ಅಧಿವೇಶನ ಎಂದು ಬಿಜೆಪಿ	[545, 161, 673, 291]
article-2-byline: ಮುರಗೇಶ ಗಸ್ತಿ ಕಾಗವಾಡ:	[545, 161, 615, 170]
article-3-column-3: ಅರ್ಜಿಸಲ್ಲಿಸಿದ್ದನ್ನು ಮುಂದುವರೆಸಿದ್ದಾರೆ. ಜಿಲ್ಲಾಧಿಕಾರಿಗಳಿಗೆ ಒತ್ತಾಯಿಸಿ ನವೆಂಬರ ೧೭ ರಂದು ಪಟ್ಟಣದ ಶ್ರೀ ಪ್ರಸನ್ನ ಮಂದಿರದಲ್ಲಿ ಪತ್ರಿಕಾಗೋಷ್ಠಿ ನಡೆಸಿ ಎಲ್ಲ ಸಮಾಜದ ಮುಖಂಡರು ಒಟ್ಟಾಗಿ ಸಭೆ ಸೇರಿ ತೀರ್ಮಾನಿಸಿದ್ದಾರೆ. ಸರ್ಕಾರದ ನಿಯಮಾನುಸಾರ ಕ್ರಮ ಕೈಗೊಳ್ಳುವಂತೆ ಒತ್ತಾಯಿಸಿದರು. ಶಾಂತಿಯುತವಾಗಿ ಸಮಸ್ಯೆ ಬಗೆಹರಿಸಿಕೊಳ್ಳಲು ಸಿದ್ಧರಿದ್ದೇವೆ. ಆದರೆ ಧರಣಿ ಮುಂದುವರೆಸಿದರೆ ಅನಿವಾರ್ಯವಾಗಿ ಹೋರಾಟ ಮಾಡಬೇಕಾಗುತ್ತದೆ. ಪೊಲೀಸ್ ಇಲಾಖೆ ಹಾಗೂ ತಾಲೂಕಾ ಆಡಳಿತ ಕೂಡಲೇ ಮಧ್ಯಪ್ರವೇಶಿಸಬೇಕು ಎಂದು ಆಗ್ರಹಿಸಲಾಯಿತು. ಮುಖಂಡರು ಸಭೆಯಲ್ಲಿ ಭಾಗವಹಿಸಿ ಅಭಿಪ್ರಾಯ ಹಂಚಿಕೊಂಡರು.	[424, 819, 512, 1037]
brand-name-a: ಭಾರತ	[8, 12, 74, 47]
